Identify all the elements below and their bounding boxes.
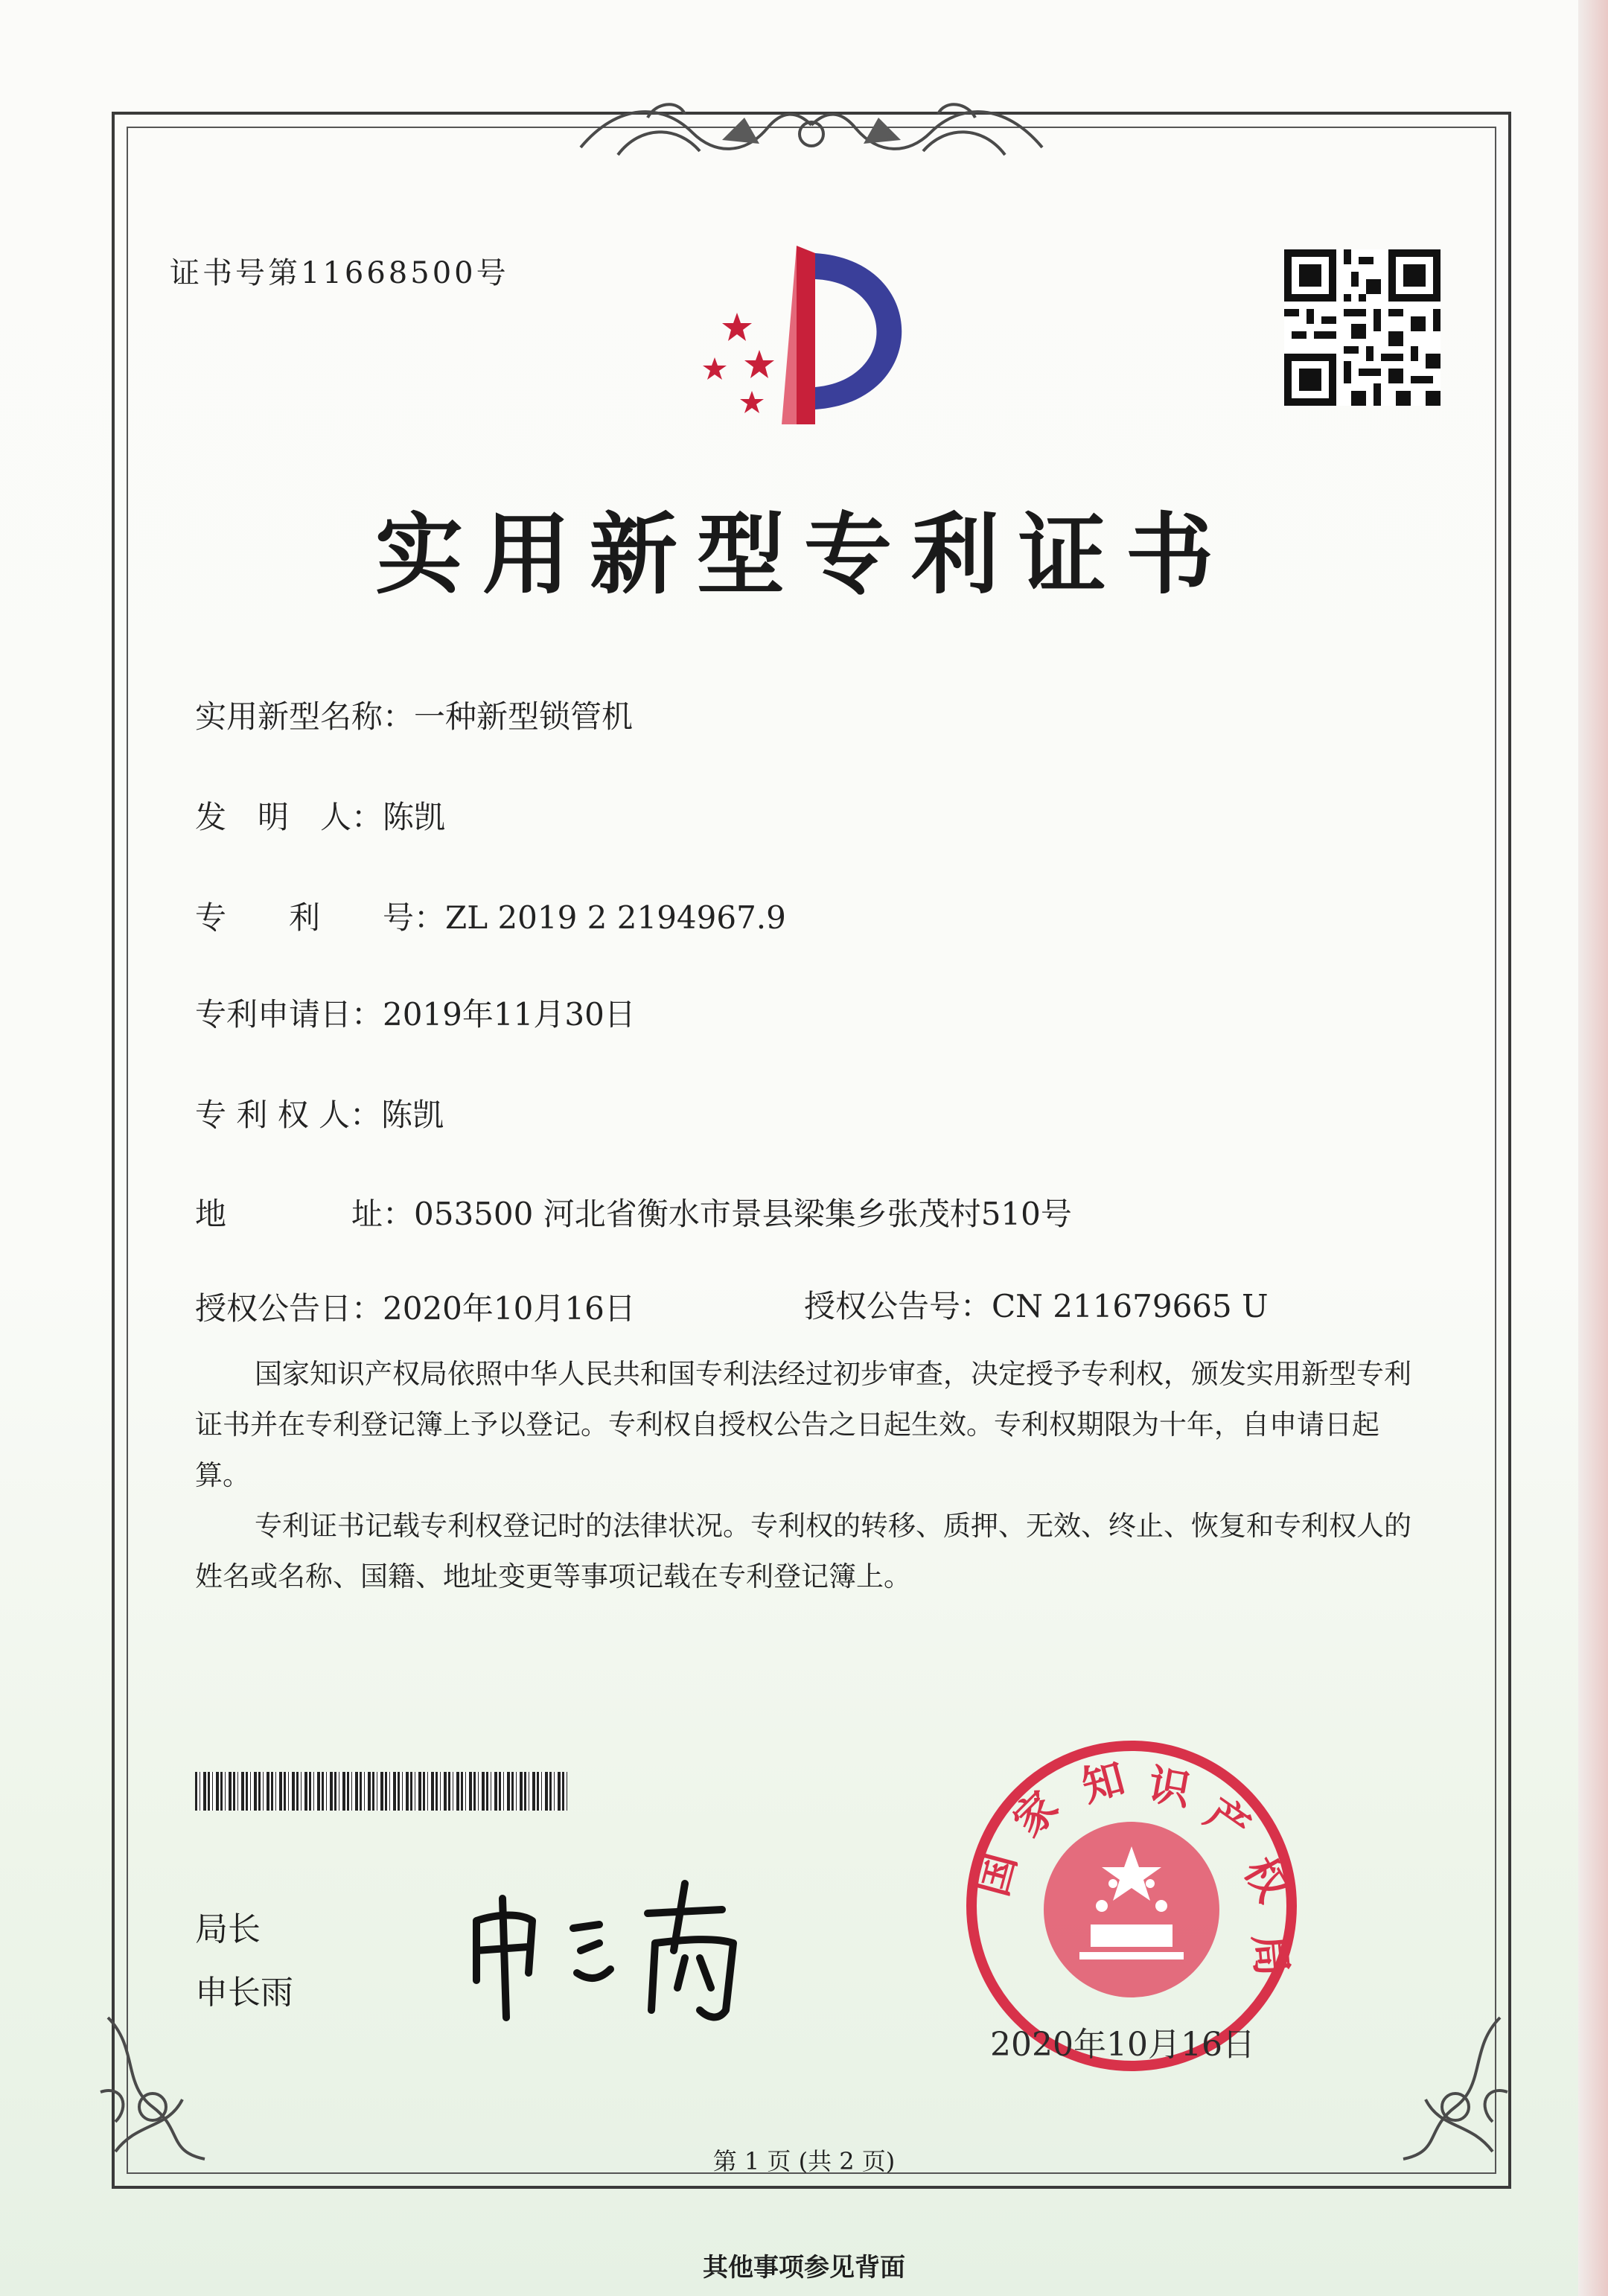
field-grant-announcement-number [804, 1282, 1269, 1327]
certificate-title: 实用新型专利证书 [374, 503, 1233, 606]
field-patent-number [195, 893, 786, 938]
top-ornament [573, 88, 1050, 170]
field-value: 陈凯 [381, 1097, 444, 1133]
svg-text:家: 家 [1004, 1782, 1068, 1846]
field-address [195, 1190, 1072, 1234]
field-value: 一种新型锁管机 [414, 698, 634, 735]
field-label: 专 利 号： [195, 899, 446, 936]
field-value: 陈凯 [383, 799, 446, 835]
field-label: 授权公告号： [804, 1288, 992, 1324]
back-note: 其他事项参见背面 [703, 2253, 905, 2283]
director-title: 局长 [195, 1910, 261, 1948]
field-value: 2020年10月16日 [383, 1290, 636, 1327]
svg-text:产: 产 [1196, 1788, 1259, 1853]
svg-text:国: 国 [967, 1848, 1027, 1901]
svg-text:知: 知 [1076, 1753, 1130, 1812]
paper-edge [1578, 0, 1608, 2296]
barcode [195, 1772, 567, 1811]
field-label: 授权公告日： [195, 1290, 383, 1327]
field-inventor [195, 793, 445, 838]
field-label: 实用新型名称： [195, 698, 415, 735]
svg-text:权: 权 [1234, 1849, 1298, 1910]
field-utility-model-name [195, 692, 633, 737]
field-label: 地 址： [195, 1196, 415, 1232]
svg-text:局: 局 [1244, 1932, 1297, 1979]
field-value: ZL 2019 2 2194967.9 [445, 899, 786, 936]
field-value: 2019年11月30日 [383, 996, 636, 1033]
qr-code [1284, 249, 1440, 406]
field-label: 专利申请日： [195, 996, 383, 1033]
field-patentee [195, 1091, 444, 1135]
page-number: 第 1 页 (共 2 页) [712, 2147, 896, 2175]
seal-date: 2020年10月16日 [990, 2026, 1255, 2064]
body-paragraph-1: 国家知识产权局依照中华人民共和国专利法经过初步审查，决定授予专利权，颁发实用新型专利证书并在专利登记簿上予以登记。专利权自授权公告之日起生效。专利权期限为十年，自申请日起算。 [195, 1358, 1411, 1491]
director-name: 申长雨 [195, 1974, 293, 2012]
cnipa-logo [685, 238, 938, 432]
field-grant-announcement-date [195, 1284, 636, 1329]
certificate-number: 证书号第11668500号 [170, 256, 509, 290]
director-signature [462, 1869, 819, 2032]
field-value: CN 211679665 U [992, 1288, 1269, 1324]
field-application-date [195, 990, 636, 1035]
field-label: 专 利 权 人： [195, 1097, 382, 1133]
field-value: 053500 河北省衡水市景县梁集乡张茂村510号 [414, 1196, 1072, 1232]
svg-text:识: 识 [1144, 1759, 1195, 1816]
body-paragraph-2: 专利证书记载专利权登记时的法律状况。专利权的转移、质押、无效、终止、恢复和专利权人的姓名或名称、国籍、地址变更等事项记载在专利登记簿上。 [195, 1510, 1411, 1592]
field-label: 发 明 人： [195, 799, 383, 835]
